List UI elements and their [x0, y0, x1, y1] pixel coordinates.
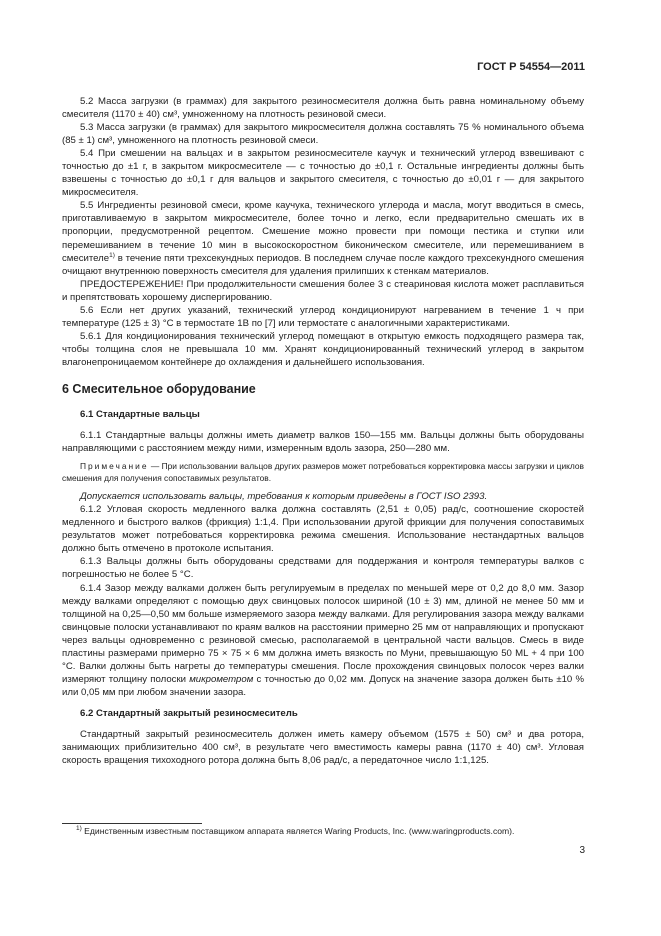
footnote-mark: 1) — [76, 825, 82, 832]
paragraph-5-5-part2: в течение пяти трехсекундных периодов. В последнем случае после каждого трехсекундного смешения очищают внутреннюю поверхность смесителя для удаления прилипших к стенкам материалов. — [62, 252, 584, 277]
section-6-heading: 6 Смесительное оборудование — [62, 381, 256, 396]
caution-paragraph: ПРЕДОСТЕРЕЖЕНИЕ! При продолжительности смешения более 3 с стеариновая кислота может расплавиться и препятствовать хорошему диспергированию. — [62, 278, 584, 303]
note-label: Примечание — [80, 461, 149, 472]
main-text — [62, 95, 584, 767]
footnote — [62, 826, 584, 837]
footnote-divider — [62, 823, 202, 824]
footnote-reference: 1) — [109, 251, 115, 259]
paragraph-6-1-2: 6.1.2 Угловая скорость медленного валка должна составлять (2,51 ± 0,05) рад/с, соотношение скоростей медленного и быстрого валков (фрикция) 1:1,4. При использовании другой фрикции для получения сопоставимых результатов может потребоваться корректировка режима смешения. Использование нестандартных вальцов должно быть отмечено в протоколе испытания. — [62, 504, 584, 555]
paragraph-6-1-3: 6.1.3 Вальцы должны быть оборудованы средствами для поддержания и контроля температуры валков с погрешностью не более 5 °С. — [62, 556, 584, 581]
allowed-rollers-paragraph: Допускается использовать вальцы, требования к которым приведены в ГОСТ ISO 2393. — [80, 491, 488, 503]
subsection-6-1-heading: 6.1 Стандартные вальцы — [80, 409, 200, 421]
paragraph-5-3: 5.3 Масса загрузки (в граммах) для закрытого микросмесителя должна составлять 75 % номинального объема (85 ± 1) см³, умноженного на плотность резиновой смеси. — [62, 122, 584, 147]
paragraph-5-2: 5.2 Масса загрузки (в граммах) для закрытого резиносмесителя должна быть равна номинальному объему смесителя (1170 ± 40) см³, умноженному на плотность резиновой смеси. — [62, 96, 584, 121]
paragraph-5-4: 5.4 При смешении на вальцах и в закрытом резиносмесителе каучук и технический углерод взвешивают с точностью до ±1 г, в закрытом микросмесителе — с точностью до ±0,1 г. Остальные ингредиенты должны быть взвешены с точностью до ±0,1 г для вальцов и закрытого смесителя, с точностью до ±0,01 г — для закрытого микросмесителя. — [62, 148, 584, 199]
paragraph-5-5 — [62, 199, 584, 277]
subsection-6-2-heading: 6.2 Стандартный закрытый резиносмеситель — [80, 707, 298, 719]
paragraph-5-6: 5.6 Если нет других указаний, технический углерод кондиционируют нагреванием в течение 1 ч при температуре (125 ± 3) °С в термостате 1В по [7] или термостате с аналогичными характеристиками. — [62, 304, 584, 329]
paragraph-6-1-4 — [62, 582, 584, 699]
document-id-header: ГОСТ Р 54554—2011 — [477, 61, 585, 73]
note-text: — При использовании вальцов других размеров может потребоваться корректировка массы загрузки и циклов смешения для получения сопоставимых результатов. — [62, 461, 584, 483]
paragraph-6-1-4-part1: 6.1.4 Зазор между валками должен быть регулируемым в пределах по меньшей мере от 0,2 до 8,0 мм. Зазор между валками определяют с помощью двух свинцовых полосок шириной (10 ± 3) мм, длиной не менее 50 мм и толщиной на 0,25—0,50 мм больше измеряемого зазора между валками. Для регулирования зазора между валками свинцовые полоски устанавливают по краям валков на расстоянии примерно 25 мм от направляющих и пропускают через вальцы одновременно с резиновой смесью, располагаемой в центральной части вальцов. Смесь в виде пластины размерами примерно 75 × 75 × 6 мм должна иметь вязкость по Муни, превышающую 50 ML + 4 при 100 °С. Валки должны быть нагреты до температуры смешения. После прохождения свинцовых полосок через валки измеряют толщину полоски — [62, 582, 584, 685]
paragraph-6-2: Стандартный закрытый резиносмеситель должен иметь камеру объемом (1575 ± 50) см³ и два ротора, занимающих приблизительно 400 см³, в результате чего вместимость камеры равна (1170 ± 40) см³. Угловая скорость вращения тихоходного ротора должна быть 8,06 рад/с, а передаточное число 1:1,125. — [62, 728, 584, 767]
page-number: 3 — [579, 845, 585, 856]
paragraph-5-6-1: 5.6.1 Для кондиционирования технический углерод помещают в открытую емкость подходящего размера так, чтобы толщина слоя не превышала 10 мм. Хранят кондиционированный технический углерод в закрытом влагонепроницаемом контейнере до охлаждения и дальнейшего использования. — [62, 330, 584, 368]
footnote-text: Единственным известным поставщиком аппарата является Waring Products, Inc. (www.waringproducts.com). — [81, 826, 515, 836]
paragraph-6-1-1: 6.1.1 Стандартные вальцы должны иметь диаметр валков 150—155 мм. Вальцы должны быть оборудованы направляющими с расстоянием между ними, измеренным вдоль зазора, 250—280 мм. — [62, 430, 584, 455]
paragraph-5-5-part1: 5.5 Ингредиенты резиновой смеси, кроме каучука, технического углерода и масла, могут вводиться в смесь, приготавливаемую в закрытом микросмесителе, более точно и легко, если предварительно смешать их в пропорции, предусмотренной рецептом. Смешение можно провести при помощи пестика и ступки или перемешиванием в течение 10 мин в высокоскоростном биконическом смесителе, или перемешиванием в смесителе — [62, 200, 584, 264]
note-paragraph — [62, 461, 584, 484]
micrometer-term: микрометром — [189, 673, 254, 685]
paragraph-6-1-4-part2: с точностью до 0,02 мм. Допуск на значение зазора должен быть ±10 % или 0,05 мм при любом значении зазора. — [62, 673, 585, 698]
